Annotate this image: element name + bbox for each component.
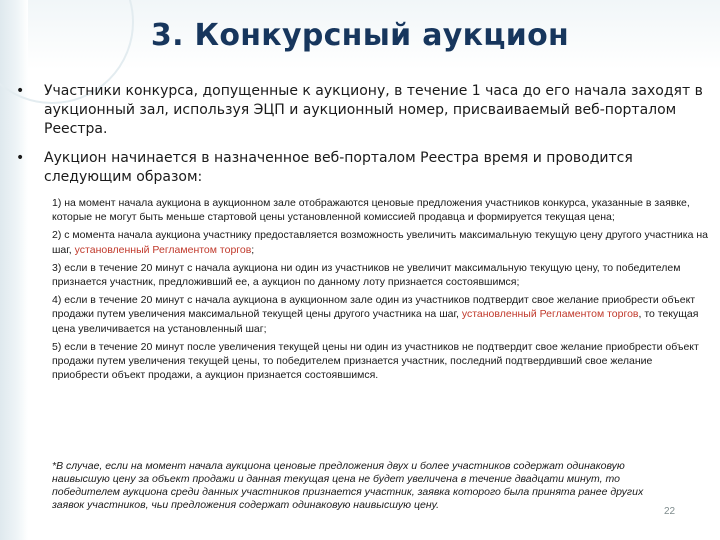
page-number: 22	[664, 506, 676, 517]
bullet-list	[16, 82, 710, 197]
bullet-dot-icon: •	[16, 150, 25, 166]
bullet-item	[16, 82, 710, 139]
footnote: *В случае, если на момент начала аукциона ценовые предложения двух и более участников содержат одинаковую наивысшую цену за объект продажи и данная текущая цена не будет увеличена в течение двадцати минут, то победителем аукциона среди данных участников признается участник, заявка которого была принята ранее других заявок участников, чьи предложения содержат одинаковую наивысшую цену.	[52, 460, 644, 511]
bullet-dot-icon: •	[16, 83, 25, 99]
slide-title: 3. Конкурсный аукцион	[150, 18, 570, 53]
bullet-item	[16, 149, 710, 187]
bullet-text: Аукцион начинается в назначенное веб-порталом Реестра время и проводится следующим образом:	[44, 150, 633, 185]
step-4-end: , то текущая цена увеличивается на установленный шаг;	[52, 308, 699, 335]
step-2-text: 2) с момента начала аукциона участнику предоставляется возможность увеличить максимальную текущую цену другого участника на шаг,	[52, 229, 708, 256]
step-2	[52, 228, 708, 256]
step-3: 3) если в течение 20 минут с начала аукциона ни один из участников не увеличит максимальную текущую цену, то победителем признается участник, предложивший ее, а аукцион по данному лоту признается состоявшимся;	[52, 261, 681, 289]
step-4	[52, 293, 708, 336]
regulation-link-text: установленный Регламентом торгов	[461, 308, 639, 321]
regulation-link-text: установленный Регламентом торгов	[74, 243, 252, 256]
bullet-text: Участники конкурса, допущенные к аукциону, в течение 1 часа до его начала заходят в аукционный зал, используя ЭЦП и аукционный номер, присваиваемый веб-порталом Реестра.	[44, 83, 703, 137]
step-4-text: 4) если в течение 20 минут с начала аукциона в аукционном зале один из участников подтвердит свое желание приобрести объект продажи путем увеличения максимальной текущей цены другого участника на шаг,	[52, 294, 696, 321]
step-2-end: ;	[251, 243, 255, 256]
step-5: 5) если в течение 20 минут после увеличения текущей цены ни один из участников не подтвердит свое желание приобрести объект продажи путем увеличения текущей цены, то победителем признается участник, последний подтвердивший свое желание приобрести объект продажи, а аукцион признается состоявшимся.	[52, 340, 699, 382]
step-1: 1) на момент начала аукциона в аукционном зале отображаются ценовые предложения участников конкурса, указанные в заявке, которые не могут быть меньше стартовой цены установленной комиссией продавца и формируется текущая цена;	[52, 197, 690, 224]
auction-steps	[52, 196, 708, 386]
